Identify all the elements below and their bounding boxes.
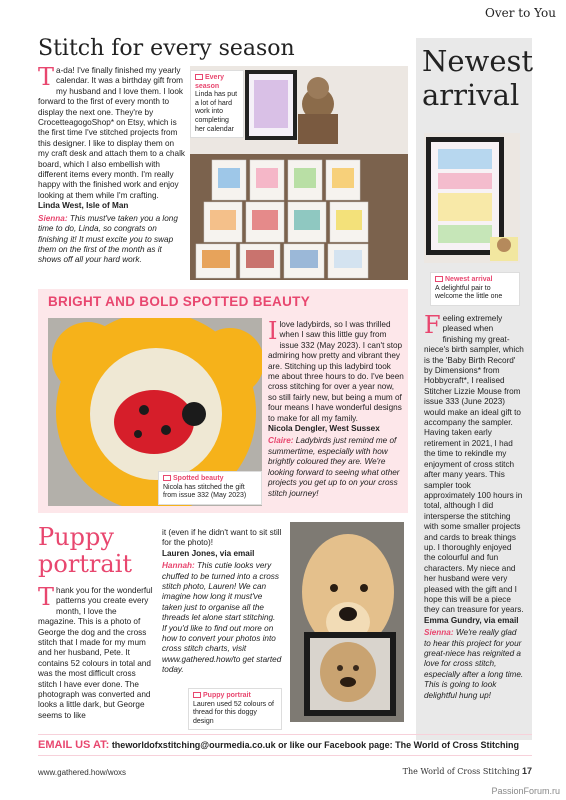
article-body-continued (162, 528, 282, 676)
author-name: Lauren Jones, via email (162, 548, 255, 558)
drop-cap: T (38, 63, 55, 91)
editor-reply: Hannah: This cutie looks very chuffed to be turned into a cross stitch photo, Lauren! We can imagine how long it must've taken just to organise all the threads let alone start stitching. If you'd like to find out more on how to convert your photos into cross stitch charts, visit www.gathered.how/to get started today. (162, 561, 282, 675)
editor-reply: Sienna: This must've taken you a long time to do, Linda, so congrats on finishing it! It must excite you to swap them on the first of the month as it shows off all your hard work. (38, 213, 178, 265)
newest-arrival-photo (424, 133, 520, 263)
footer-url[interactable]: www.gathered.how/woxs (38, 768, 127, 777)
envelope-icon (163, 475, 171, 481)
article-body (38, 583, 156, 721)
page-number: 17 (521, 766, 532, 776)
puppy-caption: Puppy portrait Lauren used 52 colours of thread for this doggy design (188, 688, 282, 730)
drop-cap: I (268, 317, 278, 345)
drop-cap: F (424, 311, 441, 339)
sidebar-body (424, 311, 524, 701)
envelope-icon (435, 276, 443, 282)
author-name: Linda West, Isle of Man (38, 201, 129, 211)
envelope-icon (195, 74, 203, 80)
drop-cap: T (38, 583, 55, 611)
article-title (38, 524, 132, 578)
author-name: Emma Gundry, via email (424, 615, 519, 625)
dog-photo (290, 522, 404, 722)
section-header: Over to You (485, 6, 556, 20)
body-text: it (even if he didn't want to sit still for the photo)! (162, 528, 282, 548)
photo-caption: Every season Linda has put a lot of hard work into completing her calendar (190, 70, 244, 138)
email-bar (38, 734, 532, 756)
article-body (268, 317, 404, 499)
body-text: hank you for the wonderful patterns you create every month, I love the magazine. This is a photo of George the dog and the cross stitch that I made for my mum and her husband, Pete. It contains 52 colours in total and was the most difficult cross stitch I have ever done. The photograph was converted and looks a little dark, but George seems to like (38, 586, 153, 720)
title-line: portrait (38, 550, 133, 578)
author-name: Nicola Dengler, West Sussex (268, 424, 380, 434)
watermark: PassionForum.ru (491, 786, 560, 796)
magazine-name: The World of Cross Stitching (402, 767, 520, 776)
body-text: eeling extremely pleased when finishing my great-niece's birth sampler, which is the 'Baby Birth Record' by Dimensions* from Hobbycraft*, I realised Stitcher Lizzie Mouse from issue 333 (June 2023) would make an ideal gift to accompany the sampler. Having taken early retirement in 2021, I had the time to rekindle my enjoyment of cross stitch after many years. This sampler took approximately 100 hours in total, although I did intersperse the stitching with some smaller projects and cards to break things up. I thoroughly enjoyed the colourful and fun characters. My niece and her husband were very pleased with the gift and I hope this will be a piece they can treasure for years. (424, 314, 524, 615)
article-title: BRIGHT AND BOLD SPOTTED BEAUTY (48, 294, 310, 309)
dog-illustration (290, 522, 404, 722)
article-body (38, 63, 186, 266)
editor-reply: Sienna: We're really glad to hear this project for your great-niece has reignited a love for cross stitch, especially after a long time. This is going to look delightful hung up! (424, 628, 524, 700)
body-text: a-da! I've finally finished my yearly calendar. It was a birthday gift from my husband and I love them. I look forward to the first of every month to display the next one. They're by CrocetteagogoShop* on Etsy, which is the first time I've stitched projects from this designer. I like to display them on my craft desk and attach them to a chalk board, which I also embellish with different items every month. I'm really happy with the finished work and enjoy looking at them while I'm crafting. (38, 66, 185, 200)
body-text: love ladybirds, so I was thrilled when I saw this little guy from issue 332 (May 2023). I can't stop admiring how pretty and vibrant they are. Stitching up this ladybird took me about three hours to do. I've been cross stitching for over a year now, so still fairly new, but being a mum of four means I have wonderful designs to make for all my family. (268, 320, 404, 423)
title-line: Puppy (38, 523, 114, 551)
article-title: Stitch for every season (38, 36, 295, 61)
email-label: EMAIL US AT: (38, 739, 110, 751)
footer-magazine (403, 766, 532, 776)
sidebar-title: Newest arrival (422, 44, 534, 112)
ladybird-caption: Spotted beauty Nicola has stitched the gift from issue 332 (May 2023) (158, 471, 262, 505)
email-text: theworldofxstitching@ourmedia.co.uk or like our Facebook page: The World of Cross Stitching (111, 740, 519, 750)
sampler-illustration (424, 133, 520, 263)
editor-reply: Claire: Ladybirds just remind me of summertime, especially with how brightly coloured they are. We're looking forward to seeing what other projects you get up to on your cross stitch journey! (268, 436, 400, 498)
envelope-icon (193, 692, 201, 698)
sidebar-caption: Newest arrival A delightful pair to welcome the little one (430, 272, 520, 306)
